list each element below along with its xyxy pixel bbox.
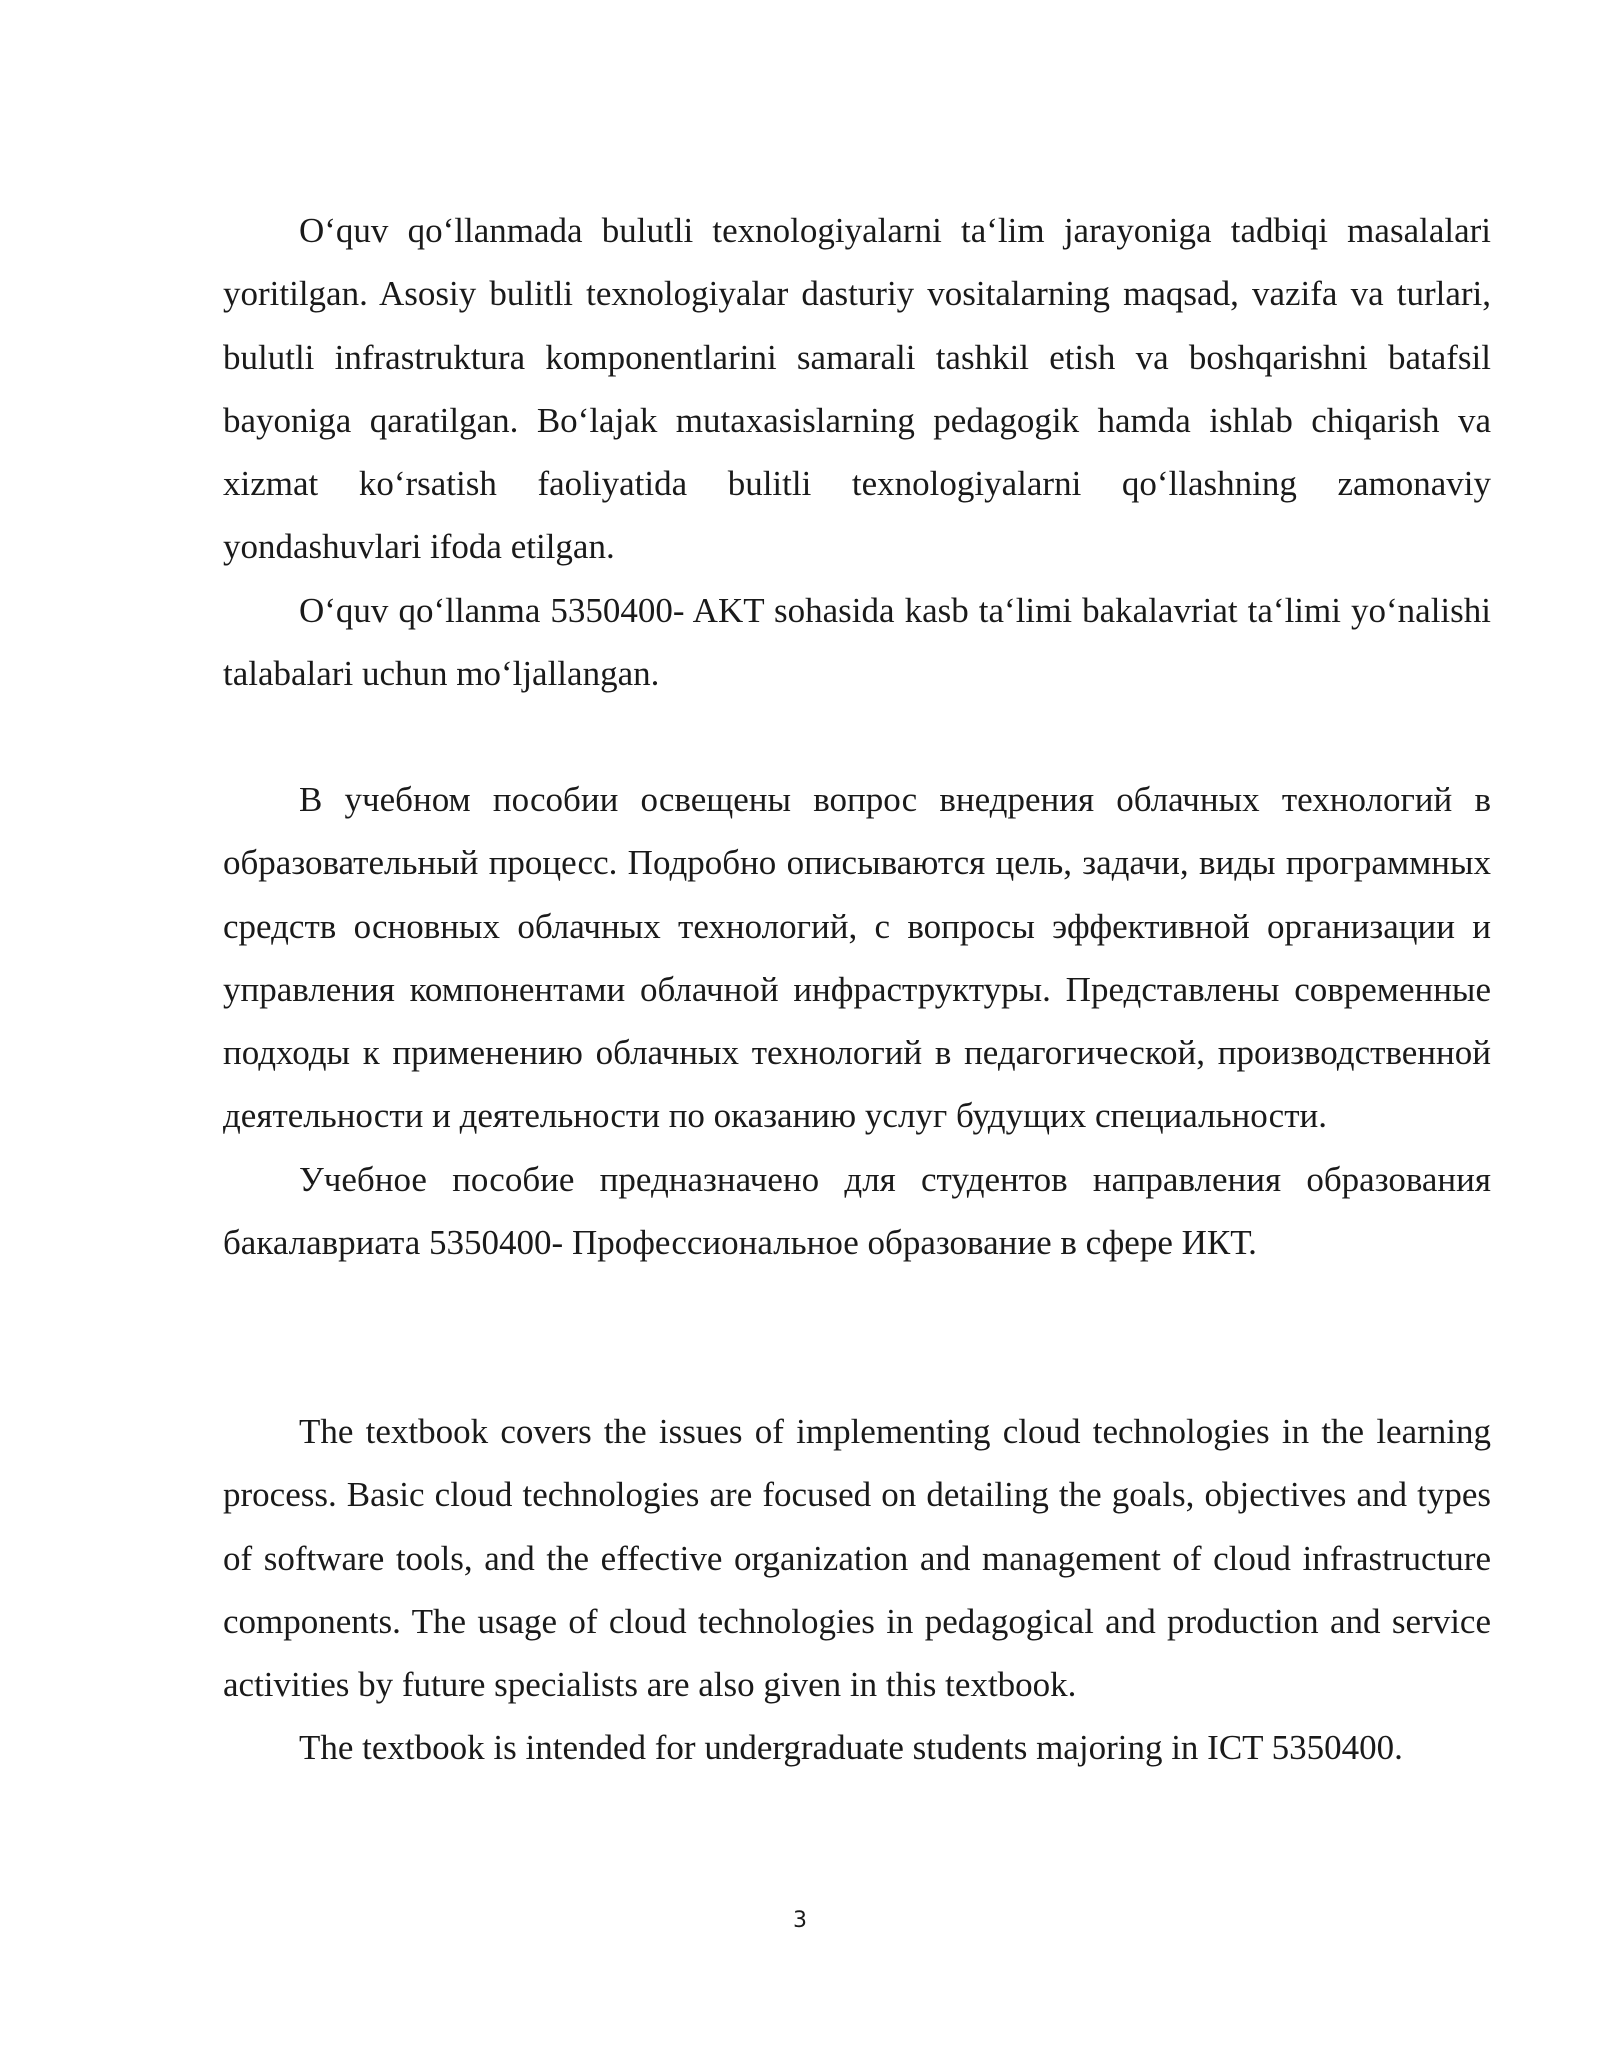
page-number: 3 [793,1908,807,1933]
uzbek-annotation [223,199,1491,705]
uzbek-paragraph-1: O‘quv qo‘llanmada bulutli texnologiyalarni ta‘lim jarayoniga tadbiqi masalalari yoritilgan. Asosiy bulitli texnologiyalar dasturiy vositalarning maqsad, vazifa va turlari, bulutli infrastruktura komponentlarini samarali tashkil etish va boshqarishni batafsil bayoniga qaratilgan. Bo‘lajak mutaxasislarning pedagogik hamda ishlab chiqarish va xizmat ko‘rsatish faoliyatida bulitli texnologiyalarni qo‘llashning zamonaviy yondashuvlari ifoda etilgan. [223,211,1491,567]
english-paragraph-1: The textbook covers the issues of implementing cloud technologies in the learning process. Basic cloud technologies are focused on detailing the goals, objectives and types of software tools, and the effective organization and management of cloud infrastructure components. The usage of cloud technologies in pedagogical and production and service activities by future specialists are also given in this textbook. [223,1412,1491,1705]
english-annotation [223,1400,1491,1780]
uzbek-paragraph-2: O‘quv qo‘llanma 5350400- AKT sohasida kasb ta‘limi bakalavriat ta‘limi yo‘nalishi talabalari uchun mo‘ljallangan. [223,590,1491,694]
russian-paragraph-2: Учебное пособие предназначено для студентов направления образования бакалавриата 5350400- Профессиональное образование в сфере ИКТ. [223,1159,1491,1263]
russian-paragraph-1: В учебном пособии освещены вопрос внедрения облачных технологий в образовательный процесс. Подробно описываются цель, задачи, виды программных средств основных облачных технологий, с вопросы эффективной организации и управления компонентами облачной инфраструктуры. Представлены современные подходы к применению облачных технологий в педагогической, производственной деятельности и деятельности по оказанию услуг будущих специальности. [223,780,1491,1136]
russian-annotation [223,768,1491,1274]
english-paragraph-2: The textbook is intended for undergraduate students majoring in ICT 5350400. [299,1728,1403,1768]
